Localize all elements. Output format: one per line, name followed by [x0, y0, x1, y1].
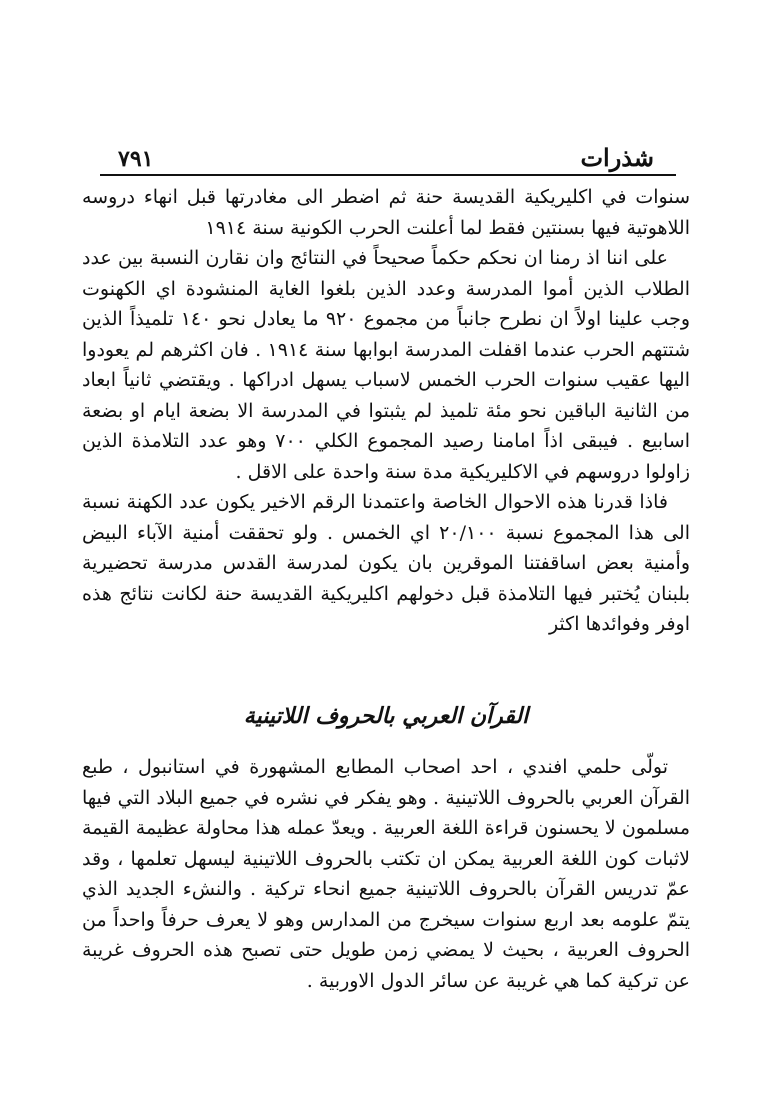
section-paragraph-1: تولّى حلمي افندي ، احد اصحاب المطابع المشهورة في استانبول ، طبع القرآن العربي بالحروف اللاتينية . وهو يفكر في نشره في جميع البلاد التي فيها مسلمون لا يحسنون قراءة اللغة العربية . ويعدّ عمله هذا محاولة عظيمة القيمة لاثبات كون اللغة العربية يمكن ان تكتب بالحروف اللاتينية ليسهل تعلمها ، وقد عمّ تدريس القرآن بالحروف اللاتينية جميع انحاء تركية . والنشء الجديد الذي يتمّ علومه بعد اربع سنوات سيخرج من المدارس وهو لا يعرف حرفاً واحداً من الحروف العربية ، بحيث لا يمضي زمن طويل حتى تصبح هذه الحروف غريبة عن تركية كما هي غريبة عن سائر الدول الاوربية . — [82, 756, 690, 992]
article-body — [82, 182, 690, 640]
header-rule — [100, 174, 676, 176]
page-header — [118, 128, 654, 172]
paragraph-1: سنوات في اكليريكية القديسة حنة ثم اضطر الى مغادرتها قبل انهاء دروسه اللاهوتية فيها بسنتين فقط لما أعلنت الحرب الكونية سنة ١٩١٤ — [82, 186, 690, 239]
paragraph-3: فاذا قدرنا هذه الاحوال الخاصة واعتمدنا الرقم الاخير يكون عدد الكهنة نسبة الى هذا المجموع نسبة ٢٠/١٠٠ اي الخمس . ولو تحققت أمنية الآباء البيض وأمنية بعض اساقفتنا الموقرين بان يكون لمدرسة القدس مدرسة تحضيرية بلبنان يُختبر فيها التلامذة قبل دخولهم اكليريكية القديسة حنة لكانت نتائج هذه اوفر وفوائدها اكثر — [82, 491, 690, 635]
section-body — [82, 752, 690, 996]
running-title: شذرات — [580, 143, 654, 172]
paragraph-2: على اننا اذ رمنا ان نحكم حكماً صحيحاً في النتائج وان نقارن النسبة بين عدد الطلاب الذين أموا المدرسة وعدد الذين بلغوا الغاية المنشودة اي الكهنوت وجب علينا اولاً ان نطرح جانباً من مجموع ٩٢٠ ما يعادل نحو ١٤٠ تلميذاً الذين شتتهم الحرب عندما اقفلت المدرسة ابوابها سنة ١٩١٤ . فان اكثرهم لم يعودوا اليها عقيب سنوات الحرب الخمس لاسباب يسهل ادراكها . ويقتضي ثانياً ابعاد من الثانية الباقين نحو مئة تلميذ لم يثبتوا في المدرسة الا بضعة ايام او بضعة اسابيع . فيبقى اذاً امامنا رصيد المجموع الكلي ٧٠٠ وهو عدد التلامذة الذين زاولوا دروسهم في الاكليريكية مدة سنة واحدة على الاقل . — [82, 247, 690, 483]
section-heading: القرآن العربي بالحروف اللاتينية — [243, 703, 529, 729]
page-number: ٧٩١ — [118, 146, 154, 172]
